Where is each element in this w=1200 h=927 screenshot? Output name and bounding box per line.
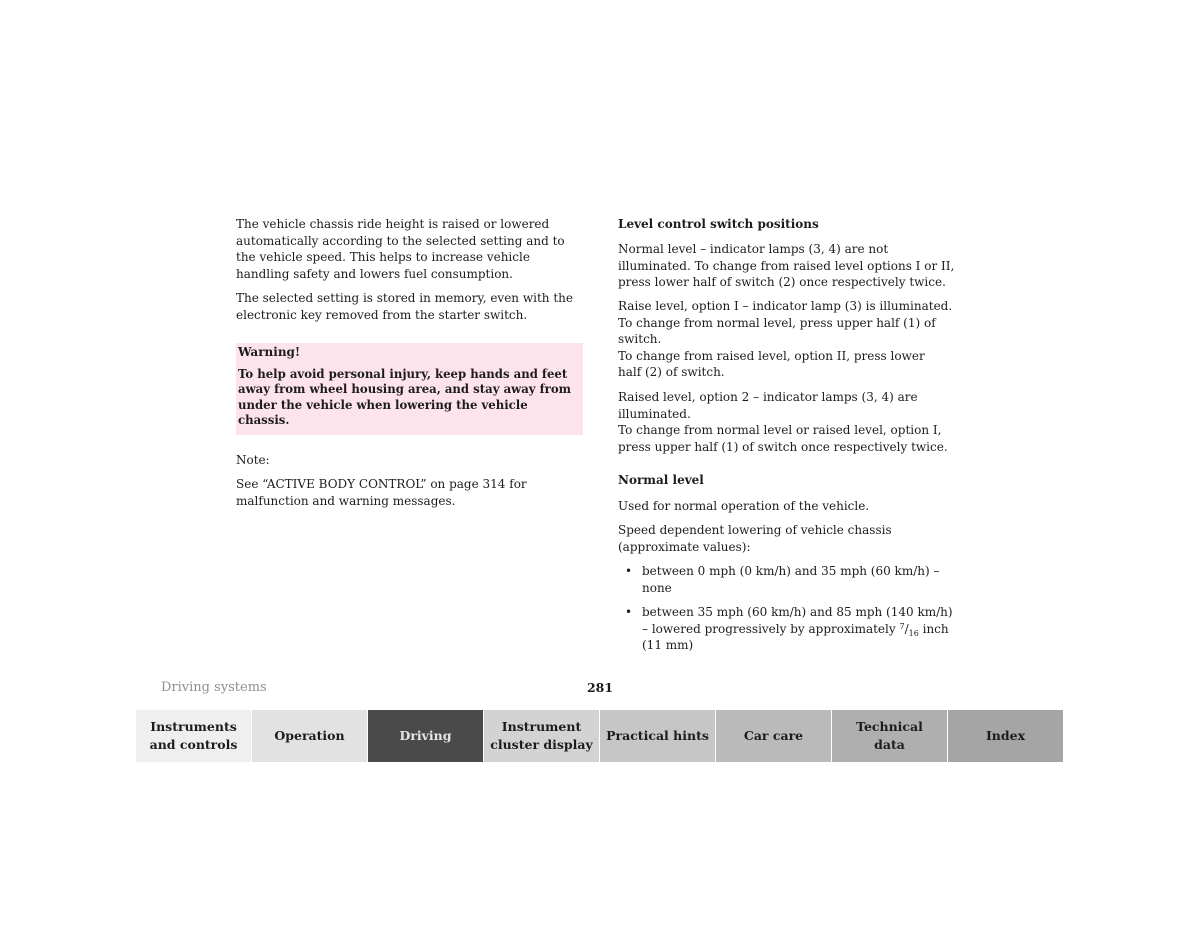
bullet-item [618, 563, 978, 596]
tab-label: Driving [399, 728, 452, 743]
normal-level-position-paragraph: Normal level – indicator lamps (3, 4) are not illuminated. To change from raised level options I or II, press lower half of switch (2) once respectively twice. [618, 242, 955, 289]
tab-label: Instrument cluster display [490, 719, 593, 752]
normal-level-usage: Used for normal operation of the vehicle. [618, 499, 870, 513]
tab-driving[interactable] [368, 710, 483, 762]
bullet-dot: • [625, 605, 633, 619]
bullet-line-start: – lowered progressively by approximately [642, 621, 900, 636]
page-number: 281 [586, 680, 614, 695]
lowering-intro: Speed dependent lowering of vehicle chassis (approximate values): [618, 523, 892, 554]
bullet-line: between 35 mph (60 km/h) and 85 mph (140 km/h) [642, 605, 953, 619]
tab-instruments-and-controls[interactable] [136, 710, 251, 762]
warning-box [236, 343, 583, 435]
chapter-navigation [136, 710, 1063, 762]
fraction-denominator: 16 [908, 628, 919, 638]
bullet-text: between 0 mph (0 km/h) and 35 mph (60 km/h) – none [642, 564, 940, 595]
memory-paragraph: The selected setting is stored in memory, even with the electronic key removed from the starter switch. [236, 291, 573, 322]
normal-level-heading: Normal level [618, 473, 704, 487]
tab-operation[interactable] [252, 710, 367, 762]
tab-car-care[interactable] [716, 710, 831, 762]
fraction-numerator: 7 [899, 621, 905, 631]
raised-level-option-2-paragraph: Raised level, option 2 – indicator lamps (3, 4) are illuminated. To change from normal level or raised level, option I, press upper half (1) of switch once respectively twice. [618, 390, 948, 454]
tab-label: Practical hints [606, 728, 709, 743]
bullet-dot: • [625, 564, 633, 578]
warning-text: To help avoid personal injury, keep hands and feet away from wheel housing area, and stay away from under the vehicle when lowering the vehicle chassis. [238, 367, 571, 428]
fraction-slash: / [904, 621, 909, 636]
bullet-item [618, 604, 978, 654]
raise-level-option-1-paragraph: Raise level, option I – indicator lamp (3) is illuminated. To change from normal level, press upper half (1) of switch. To change from raised level, option II, press lower half (2) of switch. [618, 299, 953, 379]
section-title: Driving systems [161, 680, 267, 695]
tab-label: Technical data [856, 719, 923, 752]
bullet-text [642, 604, 978, 654]
tab-instrument-cluster-display[interactable] [484, 710, 599, 762]
intro-paragraph: The vehicle chassis ride height is raised or lowered automatically according to the selected setting and to the vehicle speed. This helps to increase vehicle handling safety and lowers fuel consumption. [236, 217, 565, 281]
fraction [899, 622, 918, 636]
tab-index[interactable] [948, 710, 1063, 762]
note-text: See “ACTIVE BODY CONTROL” on page 314 for malfunction and warning messages. [236, 477, 527, 508]
note-label: Note: [236, 453, 270, 467]
tab-label: Index [985, 728, 1026, 743]
tab-label: Operation [274, 728, 345, 743]
tab-label: Car care [743, 728, 804, 743]
bullet-line: (11 mm) [642, 638, 694, 652]
warning-title: Warning! [238, 345, 301, 359]
tab-practical-hints[interactable] [600, 710, 715, 762]
tab-label: Instruments and controls [149, 719, 238, 752]
tab-technical-data[interactable] [832, 710, 947, 762]
switch-positions-heading: Level control switch positions [618, 217, 819, 231]
bullet-line [642, 621, 978, 638]
bullet-line-end: inch [918, 621, 949, 636]
